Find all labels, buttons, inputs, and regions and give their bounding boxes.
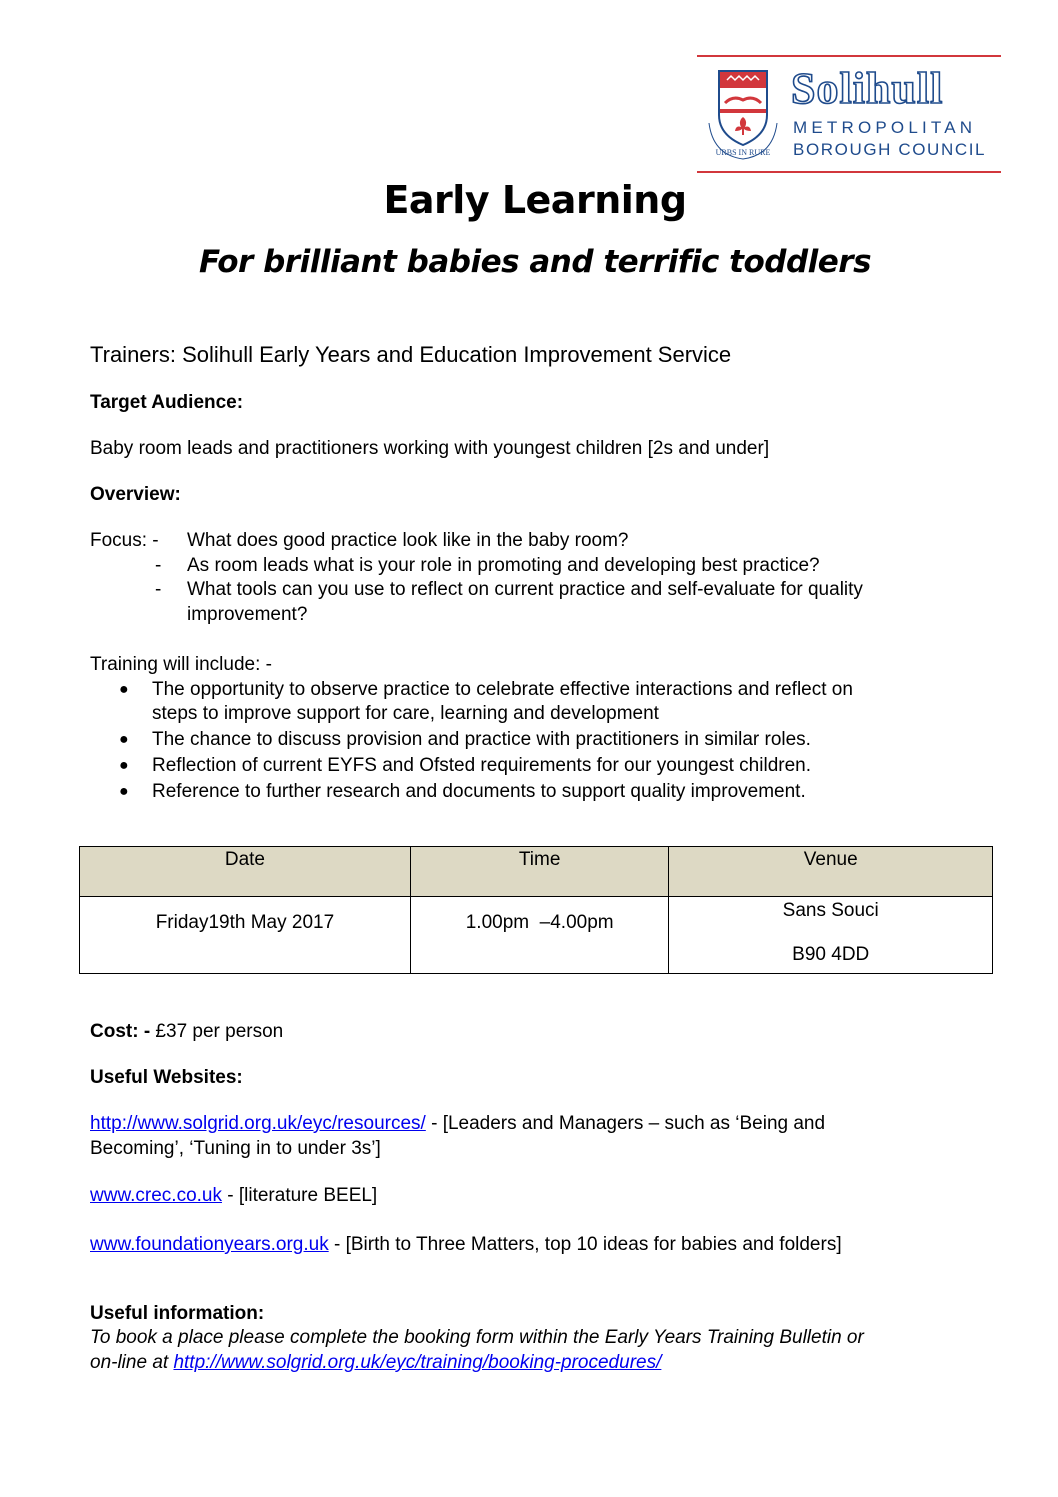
info-text-line2 [90,1351,661,1375]
target-audience-heading: Target Audience: [90,392,244,413]
info-prefix: on-line at [90,1352,174,1373]
logo-motto: URBS IN RURE [715,148,771,157]
schedule-row [80,897,993,974]
website-item [90,1184,377,1208]
date-value: Friday19th May 2017 [155,912,335,933]
cell-venue [669,897,993,974]
training-intro: Training will include: - [90,654,272,675]
website-description-continued: Becoming’, ‘Tuning in to under 3s’] [90,1138,381,1159]
cell-date [80,897,411,974]
header-venue: Venue [669,847,993,897]
website-link[interactable]: http://www.solgrid.org.uk/eyc/resources/ [90,1113,426,1134]
bullet-icon: ● [119,783,129,800]
logo-bottom-rule [697,171,1001,173]
logo-line-borough-council: BOROUGH COUNCIL [793,140,987,159]
trainers-line: Trainers: Solihull Early Years and Education Improvement Service [90,342,732,367]
bullet-icon: ● [119,757,129,774]
cost-line [90,1020,283,1044]
focus-item: As room leads what is your role in promoting and developing best practice? [187,555,820,576]
crest-icon [703,63,783,163]
info-text: To book a place please complete the booking form within the Early Years Training Bulletin or [90,1327,864,1348]
bullet-icon: ● [119,681,129,698]
focus-label: Focus: - [90,530,159,551]
target-audience-text: Baby room leads and practitioners working with youngest children [2s and under] [90,438,770,459]
overview-heading: Overview: [90,484,181,505]
website-description: - [Birth to Three Matters, top 10 ideas for babies and folders] [328,1234,842,1255]
cell-time [410,897,669,974]
page-subtitle: For brilliant babies and terrific toddlers [198,244,872,280]
schedule-table [79,846,993,974]
training-item: The opportunity to observe practice to celebrate effective interactions and reflect on [152,679,853,700]
website-item [90,1233,842,1257]
schedule-header-row [80,847,993,897]
focus-item-continued: improvement? [187,604,308,625]
focus-item: What tools can you use to reflect on current practice and self-evaluate for quality [187,579,863,600]
training-item: Reflection of current EYFS and Ofsted requirements for our youngest children. [152,755,811,776]
venue-postcode: B90 4DD [792,944,870,965]
council-logo [697,55,1001,173]
logo-top-rule [697,55,1001,57]
website-link[interactable]: www.foundationyears.org.uk [90,1234,329,1255]
header-time: Time [410,847,669,897]
cost-value: £37 per person [150,1021,284,1042]
header-date: Date [80,847,411,897]
website-link[interactable]: www.crec.co.uk [90,1185,222,1206]
page-title: Early Learning [383,178,687,222]
website-description: - [Leaders and Managers – such as ‘Being and [425,1113,826,1134]
time-value: 1.00pm –4.00pm [465,912,614,933]
logo-name: Solihull [791,64,944,113]
training-item-continued: steps to improve support for care, learning and development [152,703,659,724]
dash-marker: - [155,555,162,576]
website-description: - [literature BEEL] [221,1185,378,1206]
dash-marker: - [155,579,162,600]
booking-link[interactable]: http://www.solgrid.org.uk/eyc/training/booking-procedures/ [173,1352,662,1373]
info-heading: Useful information: [90,1303,265,1324]
focus-item: What does good practice look like in the baby room? [187,530,629,551]
logo-line-metropolitan: METROPOLITAN [793,118,977,137]
training-item: Reference to further research and documents to support quality improvement. [152,781,806,802]
venue-name: Sans Souci [782,900,879,921]
training-item: The chance to discuss provision and practice with practitioners in similar roles. [152,729,811,750]
website-item [90,1112,825,1136]
bullet-icon: ● [119,731,129,748]
cost-label: Cost: - [90,1021,151,1042]
websites-heading: Useful Websites: [90,1067,243,1088]
